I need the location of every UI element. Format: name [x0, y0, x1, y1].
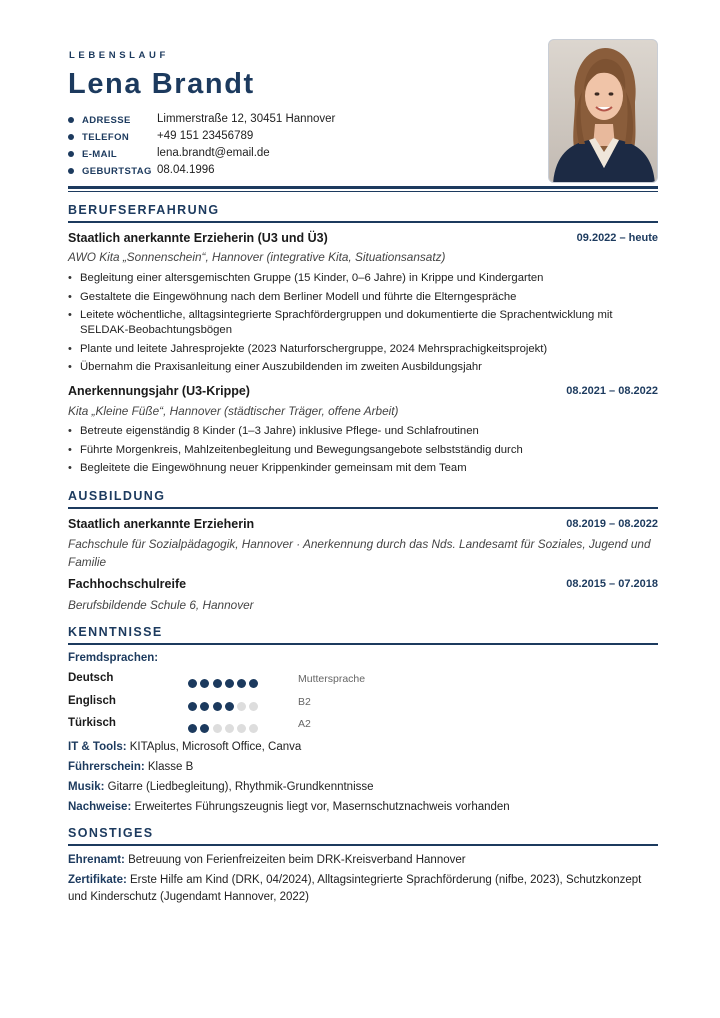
section-divider: [68, 844, 658, 846]
contact-label: GEBURTSTAG: [82, 166, 152, 177]
rating-dot-filled: [213, 702, 222, 711]
list-item: • Begleitete die Eingewöhnung neuer Krippenkinder gemeinsam mit dem Team: [68, 461, 658, 476]
skill-value: Klasse B: [147, 761, 194, 773]
job-title: Anerkennungsjahr (U3-Krippe): [68, 384, 250, 398]
bullet-dot-icon: [68, 168, 74, 174]
contact-value: lena.brandt@email.de: [157, 147, 270, 159]
list-item: • Führte Morgenkreis, Mahlzeitenbegleitung und Bewegungsangebote selbstständig durch: [68, 443, 658, 458]
person-name: Lena Brandt: [68, 68, 255, 100]
section-title-skills: KENNTNISSE: [68, 625, 163, 639]
list-item: • Plante und leitete Jahresprojekte (2023 Naturforschergruppe, 2024 Mehrsprachigkeitsprojekt): [68, 342, 658, 357]
language-name: Englisch: [68, 695, 116, 707]
bullet-dot-icon: [68, 117, 74, 123]
section-divider: [68, 221, 658, 223]
bullet-dot-icon: [68, 134, 74, 140]
skill-key: Musik:: [68, 781, 105, 793]
list-item: • Begleitung einer altersgemischten Gruppe (15 Kinder, 0–6 Jahre) in Krippe und Kindergarten: [68, 271, 658, 286]
language-level: A2: [298, 718, 311, 730]
rating-dot-empty: [213, 724, 222, 733]
rating-dot-filled: [213, 679, 222, 688]
language-name: Deutsch: [68, 672, 114, 684]
rating-dot-empty: [225, 724, 234, 733]
bullet-dot-icon: [68, 151, 74, 157]
language-level: B2: [298, 696, 311, 708]
job-date: 08.2021 – 08.2022: [566, 385, 658, 397]
skill-line-it-tools: [68, 739, 658, 756]
skill-value: KITAplus, Microsoft Office, Canva: [129, 741, 302, 753]
profile-photo: [548, 39, 658, 183]
job-date: 09.2022 – heute: [576, 232, 658, 244]
skill-value: Erweitertes Führungszeugnis liegt vor, Masernschutznachweis vorhanden: [134, 801, 510, 813]
job-employer: Kita „Kleine Füße“, Hannover (städtischer Träger, offene Arbeit): [68, 404, 399, 418]
header-divider-thin: [68, 191, 658, 192]
skill-key: Führerschein:: [68, 761, 145, 773]
contact-value: 08.04.1996: [157, 164, 215, 176]
language-rating: [188, 675, 262, 693]
languages-heading: Fremdsprachen:: [68, 652, 159, 664]
rating-dot-filled: [200, 679, 209, 688]
rating-dot-filled: [237, 679, 246, 688]
job-bullet-list: [68, 424, 658, 480]
list-item: • Gestaltete die Eingewöhnung nach dem Berliner Modell und führte die Elterngespräche: [68, 290, 658, 305]
language-rating: [188, 698, 262, 716]
rating-dot-empty: [237, 724, 246, 733]
other-line-volunteering: [68, 852, 658, 869]
section-divider: [68, 643, 658, 645]
language-row: [68, 672, 658, 688]
section-title-experience: BERUFSERFAHRUNG: [68, 203, 220, 217]
section-title-other: SONSTIGES: [68, 826, 154, 840]
list-item: • Betreute eigenständig 8 Kinder (1–3 Jahre) inklusive Pflege- und Schlafroutinen: [68, 424, 658, 439]
contact-label: ADRESSE: [82, 115, 131, 126]
contact-label: TELEFON: [82, 132, 130, 143]
rating-dot-empty: [249, 702, 258, 711]
skill-value: Gitarre (Liedbegleitung), Rhythmik-Grundkenntnisse: [107, 781, 374, 793]
contact-value: +49 151 23456789: [157, 130, 254, 142]
language-level: Muttersprache: [298, 673, 366, 685]
education-school: Fachschule für Sozialpädagogik, Hannover · Anerkennung durch das Nds. Landesamt für Soziales, Jugend und Familie: [68, 537, 651, 569]
education-school: Berufsbildende Schule 6, Hannover: [68, 598, 254, 612]
section-divider: [68, 507, 658, 509]
portrait-illustration: [549, 40, 658, 183]
other-value: Betreuung von Ferienfreizeiten beim DRK-Kreisverband Hannover: [128, 854, 466, 866]
skill-line-certificates: [68, 799, 658, 816]
other-key: Zertifikate:: [68, 874, 127, 886]
job-bullet-list: [68, 271, 658, 379]
other-value: Erste Hilfe am Kind (DRK, 04/2024), Alltagsintegrierte Sprachförderung (nifbe, 2023), Schutzkonzept und Kinderschutz (Jugendamt Hannover, 2022): [68, 874, 642, 903]
language-row: [68, 695, 658, 711]
skill-key: Nachweise:: [68, 801, 132, 813]
rating-dot-filled: [200, 702, 209, 711]
rating-dot-filled: [188, 702, 197, 711]
header-divider: [68, 186, 658, 189]
section-title-education: AUSBILDUNG: [68, 489, 166, 503]
rating-dot-filled: [188, 724, 197, 733]
other-key: Ehrenamt:: [68, 854, 125, 866]
rating-dot-empty: [249, 724, 258, 733]
education-degree: Staatlich anerkannte Erzieherin: [68, 517, 255, 531]
list-item: • Leitete wöchentliche, alltagsintegrierte Sprachfördergruppen und dokumentierte die Sprachentwicklung mit SELDAK-Beobachtungsbögen: [68, 308, 658, 338]
rating-dot-filled: [200, 724, 209, 733]
job-title: Staatlich anerkannte Erzieherin (U3 und Ü3): [68, 231, 328, 245]
education-date: 08.2015 – 07.2018: [566, 578, 658, 590]
language-name: Türkisch: [68, 717, 116, 729]
job-employer: AWO Kita „Sonnenschein“, Hannover (integrative Kita, Situationsansatz): [68, 250, 446, 264]
skill-key: IT & Tools:: [68, 741, 127, 753]
other-line-certificates: [68, 872, 658, 906]
education-degree: Fachhochschulreife: [68, 577, 187, 591]
education-date: 08.2019 – 08.2022: [566, 518, 658, 530]
rating-dot-filled: [225, 702, 234, 711]
contact-value: Limmerstraße 12, 30451 Hannover: [157, 113, 336, 125]
language-row: [68, 717, 658, 733]
rating-dot-filled: [225, 679, 234, 688]
skill-line-music: [68, 779, 658, 796]
rating-dot-filled: [188, 679, 197, 688]
document-label: LEBENSLAUF: [69, 50, 169, 61]
skill-line-license: [68, 759, 658, 776]
contact-label: E-MAIL: [82, 149, 118, 160]
rating-dot-filled: [249, 679, 258, 688]
list-item: • Übernahm die Praxisanleitung einer Auszubildenden im zweiten Ausbildungsjahr: [68, 360, 658, 375]
language-rating: [188, 720, 262, 738]
rating-dot-empty: [237, 702, 246, 711]
